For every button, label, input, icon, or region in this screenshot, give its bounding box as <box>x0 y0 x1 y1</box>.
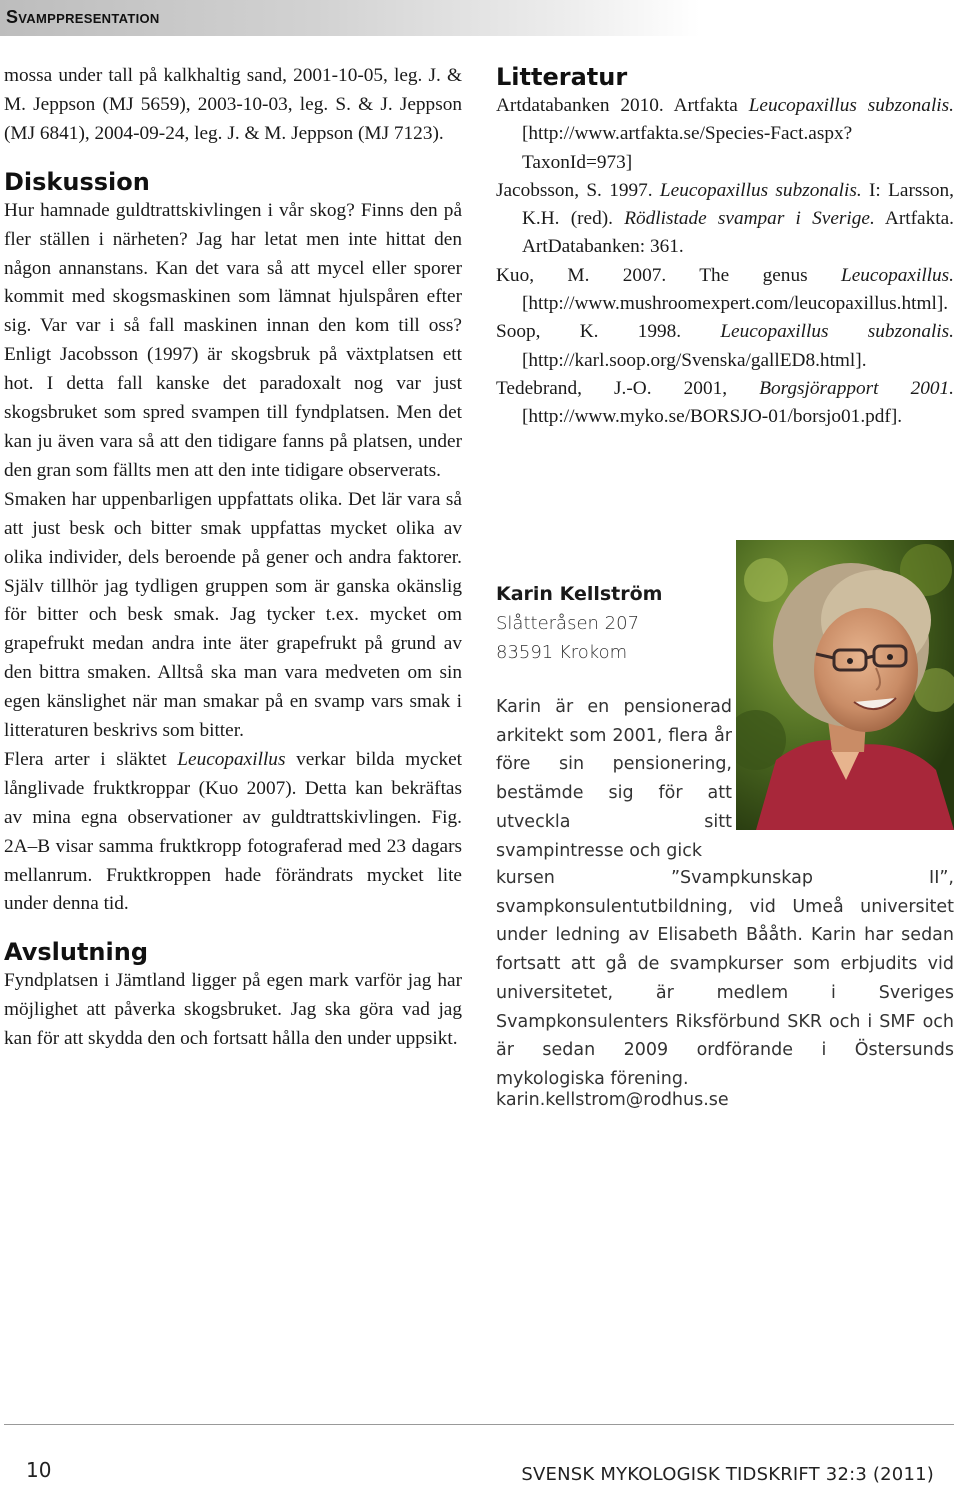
author-address-line2: 83591 Krokom <box>496 642 628 663</box>
reference-item <box>496 177 954 262</box>
ref-text: Artfakta. ArtDatabanken: 361. <box>522 208 954 258</box>
diskussion-paragraph-1: Hur hamnade guldtrattskivlingen i vår skog? Finns den på fler ställen i närheten? Jag har letat men inte hittat den någon annanstans. Kan det vara så att mycel eller sporer kommit med skogsmaskinen som lämnat hjulspåren efter sig. Var var i så fall maskinen innan den kom till oss? Enligt Jacobsson (1997) är skogsbruk på växtplatsen ett hot. I detta fall kanske det paradoxalt nog var just skogsbruket som spred svampen till fyndplatsen. Men det kan ju även vara så att den tidigare fanns på platsen, under den gran som fällts men att den inte tidigare observerats. <box>4 199 462 481</box>
ref-text: Tedebrand, J.-O. 2001, <box>496 377 760 399</box>
page-number: 10 <box>26 1458 52 1482</box>
ref-italic: Leucopaxillus subzonalis. <box>659 179 862 201</box>
reference-item <box>496 318 954 375</box>
ref-text: Jacobsson, S. 1997. <box>496 179 660 201</box>
ref-link[interactable]: [http://www.mushroomexpert.com/leucopaxillus.html]. <box>522 293 949 315</box>
genus-name: Leucopaxillus <box>177 748 286 770</box>
avslutning-paragraph: Fyndplatsen i Jämtland ligger på egen mark varför jag har möjlighet att påverka skogsbruket. Jag ska göra vad jag kan för att skydda den och fortsatt hålla den under uppsikt. <box>4 970 462 1050</box>
text-run: verkar bilda mycket långlivade fruktkroppar (Kuo 2007). Detta kan bekräftas av mina egna observationer av guldtrattskivlingen. Fig. 2A–B visar samma fruktkropp fotograferad med 23 dagars mellanrum. Fruktkroppen hade förändrats mycket lite under denna tid. <box>4 748 462 915</box>
reference-item <box>496 92 954 177</box>
right-column <box>496 62 954 432</box>
reference-item <box>496 375 954 432</box>
intro-paragraph: mossa under tall på kalkhaltig sand, 2001-10-05, leg. J. & M. Jeppson (MJ 5659), 2003-10-03, leg. S. & J. Jeppson (MJ 6841), 2004-09-24, leg. J. & M. Jeppson (MJ 7123). <box>4 65 462 144</box>
ref-italic: Leucopaxillus subzonalis. <box>720 321 954 343</box>
ref-link[interactable]: [http://www.myko.se/BORSJO-01/borsjo01.pdf]. <box>522 406 903 428</box>
ref-italic: Borgsjörapport 2001. <box>759 377 954 399</box>
left-column <box>4 62 462 1054</box>
ref-text: I: Larsson, K.H. (red). <box>522 179 954 230</box>
author-photo <box>736 540 954 830</box>
section-title: Svamppresentation <box>6 7 160 27</box>
footer-divider <box>4 1424 954 1425</box>
avslutning-heading: Avslutning <box>4 938 149 967</box>
ref-text: Soop, K. 1998. <box>496 321 721 343</box>
text-run: Flera arter i släktet <box>4 748 178 770</box>
author-bio-rest: kursen ”Svampkunskap II”, svampkonsulentutbildning, vid Umeå universitet under ledning av Elisabeth Bååth. Karin har sedan fortsatt att gå de svampkurser som erbjudits vid universitetet, är medlem i Sveriges Svampkonsulenters Riksförbund SKR och i SMF och är sedan 2009 ordförande i Östersunds mykologiska förening. <box>496 868 954 1089</box>
diskussion-heading: Diskussion <box>4 167 150 196</box>
ref-text: Kuo, M. 2007. The genus <box>496 264 841 286</box>
author-block <box>496 580 732 865</box>
ref-link[interactable]: [http://karl.soop.org/Svenska/gallED8.html]. <box>522 349 867 371</box>
author-photo-illustration <box>736 540 954 830</box>
author-address-line1: Slåtteråsen 207 <box>496 613 640 634</box>
diskussion-paragraph-2: Smaken har uppenbarligen uppfattats olika. Det lär vara så att just besk och bitter smak uppfattas mycket olika av olika individer, dels beroende på gener och andra faktorer. Själv tillhör jag tydligen gruppen som är ganska okänslig för bitter och besk smak. Jag tycker t.ex. mycket om grapefrukt medan andra inte äter grapefrukt på grund av den bittra smaken. Alltså ska man vara medveten om sin egen känslighet när man smakar på en svamp vars smak i litteraturen beskrivs som bitter. <box>4 488 462 742</box>
journal-name: SVENSK MYKOLOGISK TIDSKRIFT 32:3 (2011) <box>521 1464 934 1485</box>
ref-text: Artdatabanken 2010. Artfakta <box>496 95 749 116</box>
reference-item <box>496 262 954 319</box>
author-bio-top: Karin är en pensionerad arkitekt som 2001, flera år före sin pensionering, bestämde sig för att utveckla sitt svampintresse och gick <box>496 697 732 861</box>
author-email-link[interactable]: karin.kellstrom@rodhus.se <box>496 1090 729 1110</box>
section-header-bar <box>0 0 700 36</box>
diskussion-paragraph-3 <box>4 746 462 919</box>
ref-italic: Leucopaxillus. <box>841 264 954 286</box>
ref-italic: Leucopaxillus subzonalis. <box>748 95 954 116</box>
ref-link[interactable]: [http://www.artfakta.se/Species-Fact.aspx?TaxonId=973] <box>522 123 853 173</box>
author-name: Karin Kellström <box>496 583 663 605</box>
ref-italic: Rödlistade svampar i Sverige. <box>624 208 875 230</box>
litteratur-heading: Litteratur <box>496 63 628 91</box>
